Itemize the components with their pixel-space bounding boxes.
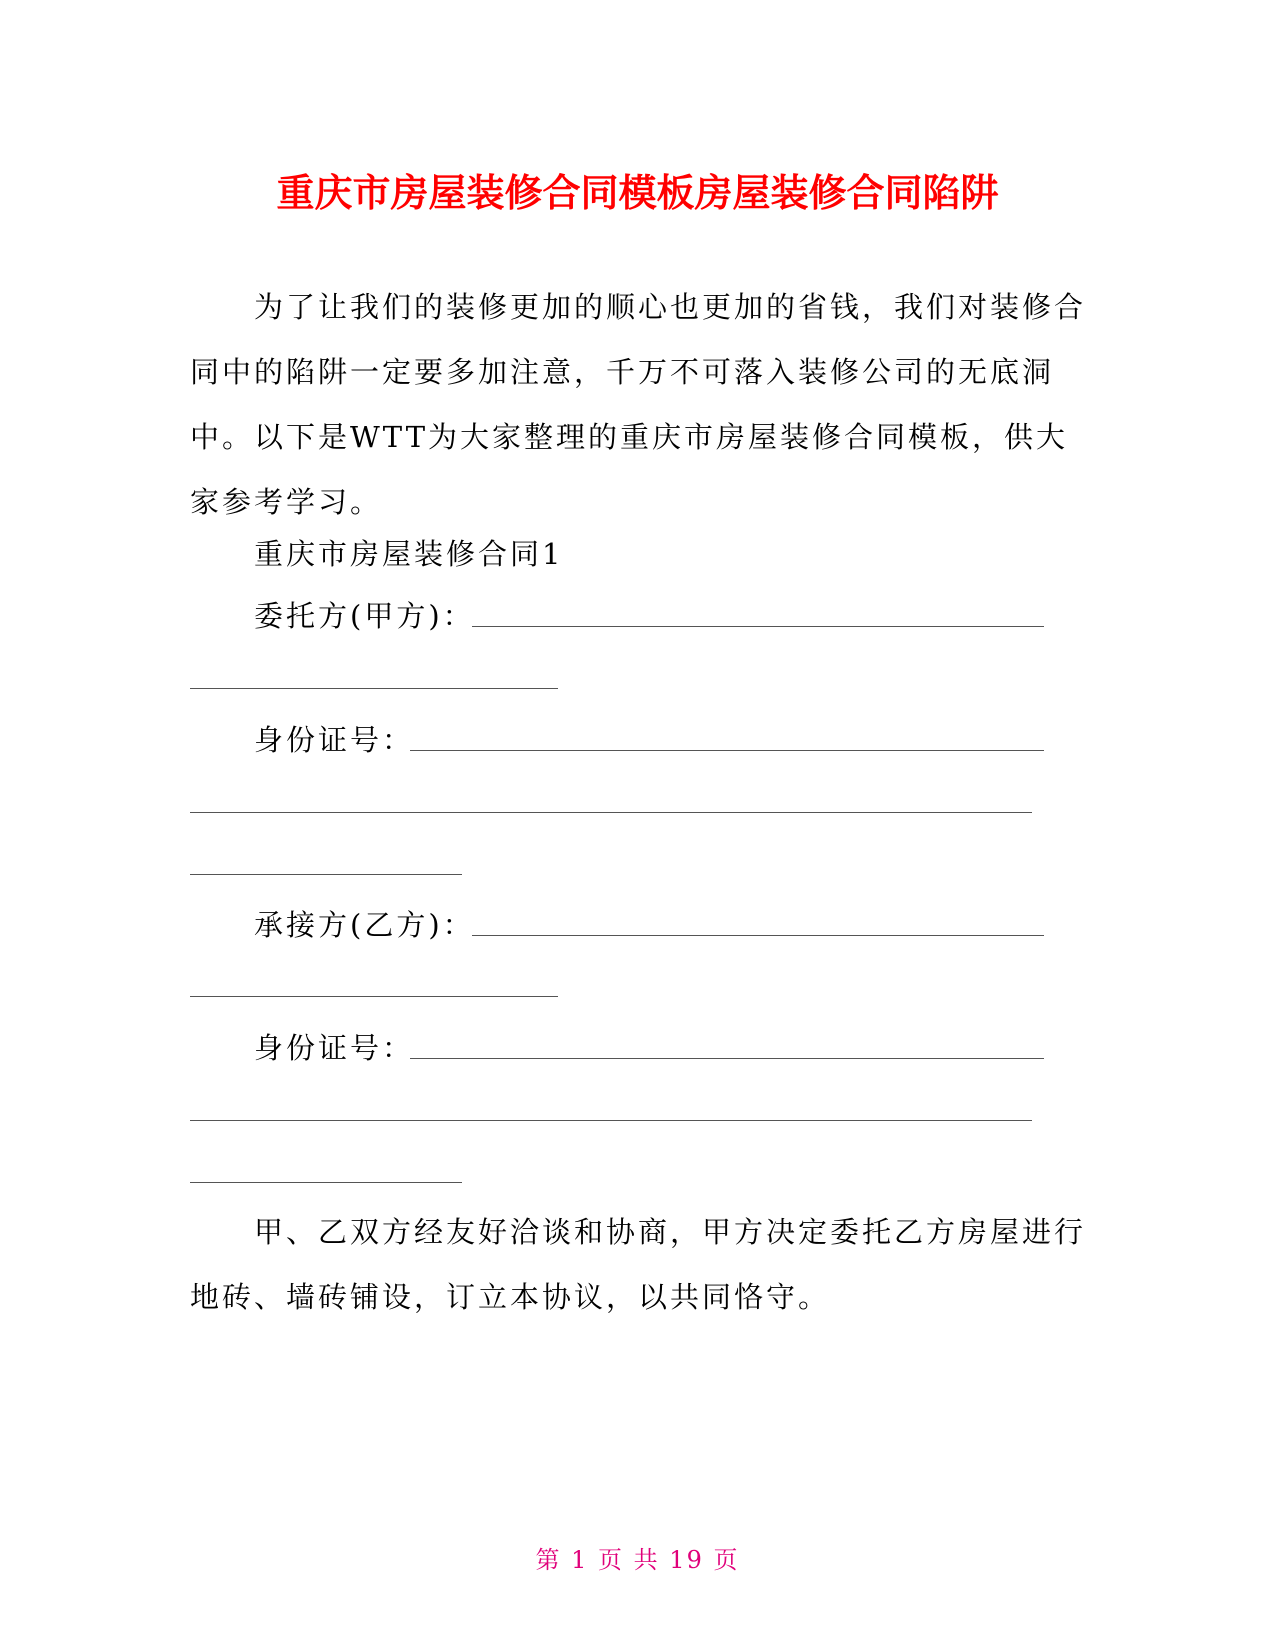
party-a-row bbox=[190, 584, 1090, 649]
party-a-id-label: 身份证号： bbox=[254, 723, 415, 757]
party-a-blank[interactable] bbox=[472, 626, 1044, 627]
document-title: 重庆市房屋装修合同模板房屋装修合同陷阱 bbox=[276, 171, 999, 215]
party-a-id-blank-line-3[interactable] bbox=[190, 874, 462, 875]
party-a-id-blank[interactable] bbox=[410, 750, 1044, 751]
contract-heading-row bbox=[190, 522, 1090, 587]
party-a-blank-continued[interactable] bbox=[190, 688, 558, 689]
party-a-id-row bbox=[190, 708, 1090, 773]
agreement-block bbox=[190, 1200, 1090, 1330]
party-b-id-row bbox=[190, 1016, 1090, 1081]
party-b-id-blank-line-3[interactable] bbox=[190, 1182, 462, 1183]
agreement-paragraph: 甲、乙双方经友好洽谈和协商，甲方决定委托乙方房屋进行地砖、墙砖铺设，订立本协议，以共同恪守。 bbox=[190, 1215, 1087, 1314]
party-b-row bbox=[190, 893, 1090, 958]
party-b-id-blank[interactable] bbox=[410, 1058, 1044, 1059]
party-a-id-blank-line-2[interactable] bbox=[190, 812, 1032, 813]
intro-block bbox=[190, 275, 1090, 535]
party-b-blank[interactable] bbox=[472, 935, 1044, 936]
intro-paragraph: 为了让我们的装修更加的顺心也更加的省钱，我们对装修合同中的陷阱一定要多加注意，千万不可落入装修公司的无底洞中。以下是WTT为大家整理的重庆市房屋装修合同模板，供大家参考学习。 bbox=[190, 290, 1087, 519]
party-b-id-blank-line-2[interactable] bbox=[190, 1120, 1032, 1121]
page-number: 第 1 页 共 19 页 bbox=[535, 1546, 740, 1574]
party-b-id-label: 身份证号： bbox=[254, 1031, 415, 1065]
party-b-label: 承接方(乙方)： bbox=[254, 908, 475, 942]
party-b-blank-continued[interactable] bbox=[190, 996, 558, 997]
contract-heading: 重庆市房屋装修合同1 bbox=[254, 537, 564, 571]
party-a-label: 委托方(甲方)： bbox=[254, 599, 475, 633]
